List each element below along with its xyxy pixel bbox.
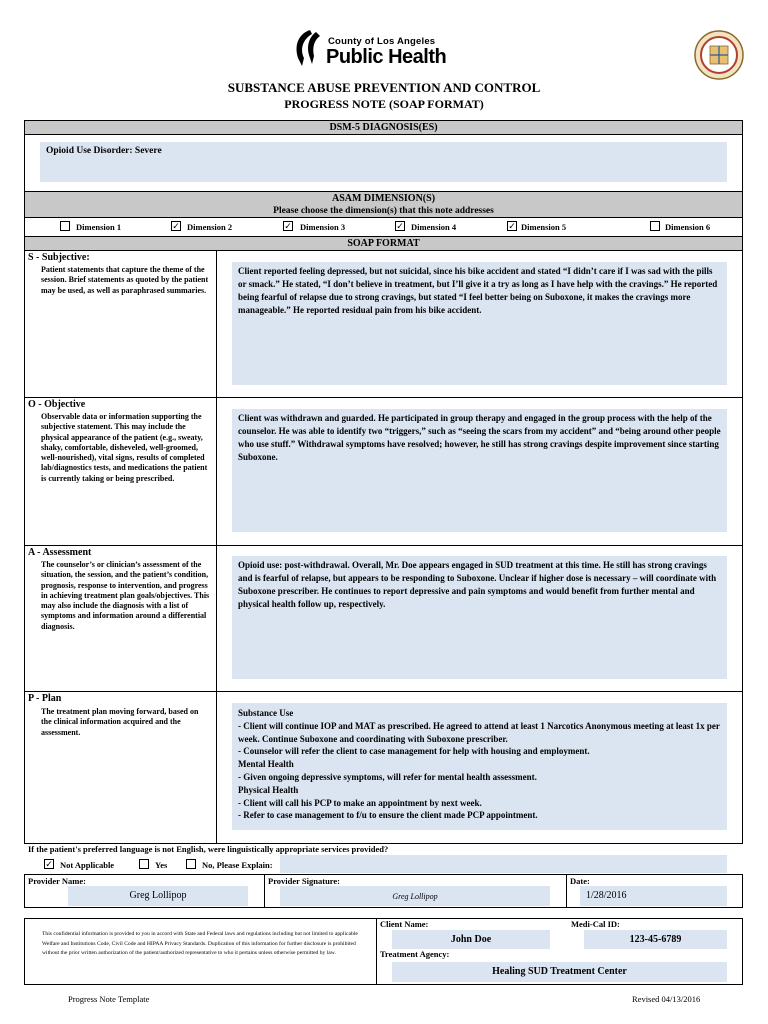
- asam-dimensions-row: [24, 217, 743, 237]
- plan-line: - Client will continue IOP and MAT as prescribed. He agreed to attend at least 1 Narcotics Anonymous meeting at least 1x per week. Continue Suboxone and coordinating with Suboxone prescriber.: [238, 720, 720, 744]
- not-applicable-label: Not Applicable: [60, 860, 115, 870]
- soap-heading: SOAP FORMAT: [24, 236, 743, 251]
- progress-note-form: [24, 120, 743, 1024]
- treatment-agency-label: Treatment Agency:: [380, 949, 450, 959]
- date-label: Date:: [570, 876, 590, 886]
- subjective-label: S - Subjective:: [28, 252, 90, 263]
- divider: [24, 545, 743, 546]
- divider: [24, 691, 743, 692]
- dsm-heading: DSM-5 DIAGNOSIS(ES): [24, 120, 743, 135]
- treatment-agency-field[interactable]: Healing SUD Treatment Center: [392, 962, 727, 982]
- dimension-6-checkbox[interactable]: [650, 221, 660, 231]
- divider: [566, 874, 567, 908]
- plan-field[interactable]: [232, 703, 727, 830]
- yes-label: Yes: [155, 860, 168, 870]
- divider: [24, 397, 743, 398]
- date-field[interactable]: 1/28/2016: [580, 886, 727, 906]
- confidentiality-notice: This confidential information is provided to you in accord with State and Federal laws and regulations including but not limited to applicable Welfare and Institutions Code, Civil Code and HIPAA Privacy Standards. Duplication of this information for further disclosure is prohibited without the prior written authorization of the patient/authorized representative to who it pertains unless otherwise permitted by law.: [42, 931, 358, 957]
- dimension-3-checkbox[interactable]: ✓: [284, 221, 292, 231]
- provider-signature-label: Provider Signature:: [268, 876, 341, 886]
- dimension-1-label: Dimension 1: [76, 222, 122, 232]
- language-question: If the patient's preferred language is not English, were linguistically appropriate services provided?: [28, 844, 389, 854]
- dimension-4-label: Dimension 4: [411, 222, 457, 232]
- dsm-diagnosis-field[interactable]: Opioid Use Disorder: Severe: [40, 142, 727, 182]
- plan-line: Mental Health: [238, 759, 294, 770]
- assessment-label: A - Assessment: [28, 547, 92, 558]
- county-name: County of Los Angeles: [328, 36, 436, 47]
- no-explain-label: No, Please Explain:: [202, 860, 273, 870]
- page-footer-right: Revised 04/13/2016: [632, 994, 701, 1004]
- plan-line: - Given ongoing depressive symptoms, will refer for mental health assessment.: [238, 771, 537, 782]
- language-explain-field[interactable]: [280, 855, 727, 873]
- form-title: SUBSTANCE ABUSE PREVENTION AND CONTROL: [227, 80, 541, 95]
- soap-column-divider: [216, 250, 217, 844]
- objective-description: Observable data or information supporting the subjective statement. This may include the physical appearance of the patient (e.g., sweaty, shaky, comfortable, disheveled, well-groomed, well-nourished), vital signs, results of completed lab/diagnostics tests, and medications the patient is currently taking or being prescribed.: [41, 412, 208, 483]
- not-applicable-checkbox[interactable]: ✓: [45, 859, 53, 869]
- client-name-field[interactable]: John Doe: [392, 930, 550, 949]
- plan-label: P - Plan: [28, 693, 62, 704]
- divider: [376, 918, 377, 985]
- plan-line: - Refer to case management to f/u to ensure the client made PCP appointment.: [238, 810, 538, 821]
- assessment-field[interactable]: Opioid use: post-withdrawal. Overall, Mr. Doe appears engaged in SUD treatment at this time. He still has strong cravings and is fearful of relapse, but appears to be responding to Suboxone. Unclear if higher dose is necessary – will coordinate with Suboxone prescriber. He continues to report depressive and pain symptoms and would benefit from further mental and physical health follow up, respectively.: [232, 556, 727, 679]
- form-subtitle: PROGRESS NOTE (SOAP FORMAT): [284, 97, 484, 111]
- subjective-field[interactable]: Client reported feeling depressed, but not suicidal, since his bike accident and stated “I didn’t care if I was sad with the pills or smack.” He stated, “I don’t believe in treatment, but I’ll give it a try as long as I have help with the cravings.” He reported being fearful of relapse due to strong cravings, but stated “I feel better being on Suboxone, it makes the cravings more manageable.” He reported residual pain from his bike accident.: [232, 262, 727, 385]
- medical-id-field[interactable]: 123-45-6789: [584, 930, 727, 949]
- no-checkbox[interactable]: [186, 859, 196, 869]
- dimension-5-checkbox[interactable]: ✓: [508, 221, 516, 231]
- objective-label: O - Objective: [28, 399, 86, 410]
- dimension-1-checkbox[interactable]: [60, 221, 70, 231]
- plan-line: - Client will call his PCP to make an appointment by next week.: [238, 797, 482, 808]
- subjective-description: Patient statements that capture the theme of the session. Brief statements as quoted by the patient may be used, as well as paraphrased summaries.: [41, 265, 209, 295]
- dimension-5-label: Dimension 5: [521, 222, 567, 232]
- provider-name-label: Provider Name:: [28, 876, 86, 886]
- plan-description: The treatment plan moving forward, based on the clinical information acquired and the assessment.: [41, 707, 199, 737]
- assessment-description: The counselor’s or clinician’s assessment of the situation, the session, and the patient’s condition, prognosis, response to intervention, and progress in achieving treatment plan goals/objectives. This may also include the diagnosis with a list of symptoms and information around a differential diagnosis.: [41, 560, 210, 631]
- plan-line: Substance Use: [238, 708, 294, 718]
- provider-name-field[interactable]: Greg Lollipop: [68, 886, 248, 906]
- public-health-logo-icon: [290, 28, 326, 68]
- county-seal-icon: [694, 30, 744, 80]
- yes-checkbox[interactable]: [139, 859, 149, 869]
- plan-line: Physical Health: [238, 784, 299, 795]
- asam-heading: ASAM DIMENSION(S): [331, 193, 436, 204]
- client-name-label: Client Name:: [380, 919, 429, 929]
- asam-heading-bar: [24, 191, 743, 218]
- plan-line: - Counselor will refer the client to case management for help with housing and employment.: [238, 746, 590, 757]
- agency-name: Public Health: [326, 46, 447, 68]
- dimension-4-checkbox[interactable]: ✓: [396, 221, 404, 231]
- dimension-2-label: Dimension 2: [187, 222, 233, 232]
- objective-field[interactable]: Client was withdrawn and guarded. He participated in group therapy and engaged in the group process with the help of the counselor. He was able to identify two “triggers,” such as “seeing the scars from my accident” and “being around other people who use stuff.” Withdrawal symptoms have resolved; however, he still has strong cravings despite improvement since starting Suboxone.: [232, 409, 727, 532]
- dimension-6-label: Dimension 6: [665, 222, 711, 232]
- page-footer-left: Progress Note Template: [68, 994, 150, 1004]
- asam-subheading: Please choose the dimension(s) that this note addresses: [273, 206, 494, 216]
- medical-id-label: Medi-Cal ID:: [571, 919, 620, 929]
- dimension-3-label: Dimension 3: [300, 222, 346, 232]
- dimension-2-checkbox[interactable]: ✓: [172, 221, 180, 231]
- divider: [264, 874, 265, 908]
- provider-signature-field[interactable]: Greg Lollipop: [280, 886, 550, 906]
